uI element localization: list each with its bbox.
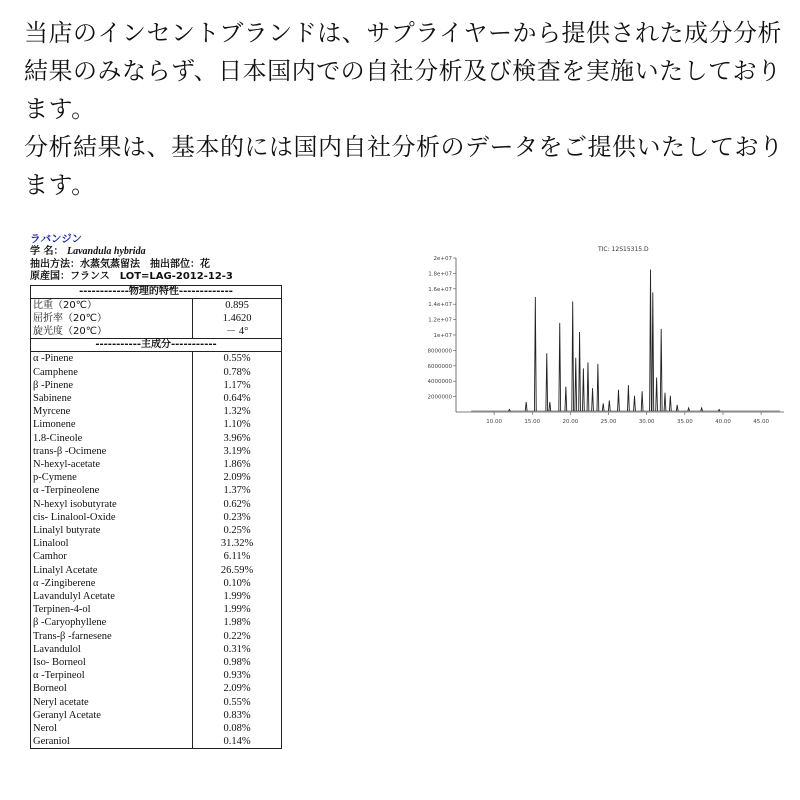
component-name: Linalyl butyrate (33, 524, 101, 536)
scientific-name-line (30, 246, 282, 259)
component-name: α -Terpineolene (33, 485, 100, 497)
component-name: N-hexyl isobutyrate (33, 498, 117, 510)
physical-row (31, 312, 281, 325)
y-tick-label: 1.2e+07 (428, 317, 452, 324)
y-tick-label: 1.8e+07 (428, 271, 452, 278)
component-value: 0.22% (193, 630, 282, 643)
component-value: 0.98% (193, 656, 282, 669)
component-name: Lavandulol (33, 643, 81, 655)
component-row (31, 392, 281, 405)
chromatogram-peak (549, 402, 551, 411)
component-value: 1.99% (193, 590, 282, 603)
chromatogram-peak (627, 385, 629, 411)
chromatogram-peak (525, 402, 527, 411)
component-row (31, 550, 281, 563)
component-name: Camhor (33, 551, 67, 563)
component-name: Geranyl Acetate (33, 709, 101, 721)
component-row (31, 418, 281, 431)
component-value: 6.11% (193, 550, 282, 563)
x-tick-label: 45.00 (753, 419, 769, 425)
chromatogram-peak (602, 403, 604, 411)
component-value: 0.08% (193, 722, 282, 735)
chromatogram-peak (701, 408, 703, 411)
component-row (31, 709, 281, 722)
component-value: 1.37% (193, 484, 282, 497)
component-value: 0.93% (193, 669, 282, 682)
component-name: Camphene (33, 366, 78, 378)
chromatogram-peak (608, 400, 610, 411)
component-name: Iso- Borneol (33, 656, 86, 668)
physical-value: 1.4620 (193, 312, 282, 325)
y-tick-label: 8000000 (427, 348, 452, 355)
physical-row (31, 325, 281, 338)
component-value: 0.55% (193, 696, 282, 709)
component-row (31, 445, 281, 458)
component-value: 0.83% (193, 709, 282, 722)
component-row (31, 471, 281, 484)
component-row (31, 498, 281, 511)
component-value: 0.10% (193, 577, 282, 590)
physical-name: 比重（20℃） (33, 299, 97, 311)
analysis-table (30, 285, 282, 750)
component-value: 0.55% (193, 352, 282, 365)
component-value: 1.10% (193, 418, 282, 431)
component-name: Trans-β -farnesene (33, 630, 112, 642)
component-value: 0.31% (193, 643, 282, 656)
y-tick-label: 1.4e+07 (428, 302, 452, 309)
component-name: Linalyl Acetate (33, 564, 98, 576)
chromatogram-peak (546, 353, 548, 411)
component-name: trans-β -Ocimene (33, 445, 107, 457)
component-row (31, 564, 281, 577)
component-value: 1.32% (193, 405, 282, 418)
component-row (31, 352, 281, 365)
chromatogram-peak (664, 393, 666, 411)
component-row (31, 484, 281, 497)
component-row (31, 366, 281, 379)
component-row (31, 432, 281, 445)
chromatogram-peak (534, 297, 536, 411)
component-value: 0.64% (193, 392, 282, 405)
intro-text (24, 14, 784, 204)
chromatogram-peak (565, 387, 567, 411)
component-value: 1.98% (193, 616, 282, 629)
component-row (31, 643, 281, 656)
y-tick-label: 2e+07 (433, 256, 452, 262)
component-row (31, 682, 281, 695)
chromatogram (408, 244, 788, 440)
chromatogram-peak (592, 388, 594, 411)
component-row (31, 511, 281, 524)
component-name: β -Pinene (33, 379, 74, 391)
component-value: 0.62% (193, 498, 282, 511)
component-value: 1.86% (193, 458, 282, 471)
scientific-name: Lavandula hybrida (66, 246, 146, 258)
component-name: α -Zingiberene (33, 577, 96, 589)
y-tick-label: 1.6e+07 (428, 286, 452, 293)
y-tick-label: 4000000 (427, 379, 452, 386)
component-row (31, 616, 281, 629)
component-name: cis- Linalool-Oxide (33, 511, 116, 523)
component-value: 0.25% (193, 524, 282, 537)
intro-paragraph-2: 分析結果は、基本的には国内自社分析のデータをご提供いたしております。 (24, 133, 784, 199)
physical-header: ------------物理的特性------------- (31, 286, 281, 299)
physical-name: 旋光度（20℃） (33, 326, 107, 338)
chromatogram-peak (572, 302, 574, 411)
component-value: 1.17% (193, 379, 282, 392)
chromatogram-peak (650, 270, 652, 411)
x-tick-label: 40.00 (715, 419, 731, 425)
component-name: Sabinene (33, 392, 72, 404)
component-row (31, 524, 281, 537)
component-row (31, 577, 281, 590)
component-name: Terpinen-4-ol (33, 604, 91, 616)
component-name: α -Terpineol (33, 670, 85, 682)
component-name: Lavandulyl Acetate (33, 590, 115, 602)
y-tick-label: 1e+07 (433, 333, 452, 339)
origin-line: 原産国：フランス LOT=LAG-2012-12-3 (30, 271, 233, 283)
chromatogram-peak (575, 358, 577, 411)
chromatogram-peak (656, 378, 658, 411)
x-tick-label: 30.00 (638, 419, 655, 425)
oil-name: ラバンジン (30, 233, 82, 245)
components-header: -----------主成分----------- (31, 338, 281, 352)
component-name: N-hexyl-acetate (33, 458, 101, 470)
physical-row (31, 299, 281, 312)
x-tick-label: 35.00 (676, 419, 693, 425)
component-name: Geraniol (33, 736, 70, 748)
extraction-line: 抽出方法：水蒸気蒸留法 抽出部位：花 (30, 258, 210, 270)
component-name: Neryl acetate (33, 696, 89, 708)
component-row (31, 656, 281, 669)
chromatogram-peak (688, 408, 690, 411)
component-name: Nerol (33, 723, 57, 734)
component-row (31, 696, 281, 709)
chromatogram-peak (559, 323, 561, 411)
component-name: Limonene (33, 419, 76, 431)
chromatogram-peak (634, 396, 636, 411)
component-value: 31.32% (193, 537, 282, 550)
component-value: 3.96% (193, 432, 282, 445)
component-value: 26.59% (193, 564, 282, 577)
chromatogram-label: TIC: 12S15315.D (598, 246, 649, 253)
component-row (31, 735, 281, 748)
y-tick-label: 2000000 (427, 394, 452, 401)
component-value: 0.23% (193, 511, 282, 524)
chromatogram-peak (579, 332, 581, 411)
physical-value: － 4° (193, 325, 282, 338)
component-name: 1.8-Cineole (33, 432, 83, 444)
x-tick-label: 20.00 (562, 419, 579, 425)
physical-table (31, 299, 281, 339)
physical-name: 屈折率（20℃） (33, 312, 107, 324)
component-name: p-Cymene (33, 472, 77, 484)
component-row (31, 405, 281, 418)
scientific-label: 学 名： (30, 246, 64, 258)
component-row (31, 379, 281, 392)
component-name: Borneol (33, 683, 67, 695)
chromatogram-peak (676, 405, 678, 411)
y-tick-label: 6000000 (427, 363, 452, 370)
components-table (31, 352, 281, 748)
chromatogram-peak (582, 368, 584, 411)
component-row (31, 603, 281, 616)
component-value: 2.09% (193, 471, 282, 484)
component-row (31, 590, 281, 603)
x-tick-label: 10.00 (486, 419, 503, 425)
chromatogram-peak (597, 364, 599, 411)
component-name: Myrcene (33, 406, 71, 418)
component-value: 3.19% (193, 445, 282, 458)
x-tick-label: 15.00 (524, 419, 541, 425)
component-row (31, 630, 281, 643)
component-row (31, 537, 281, 550)
component-row (31, 669, 281, 682)
x-tick-label: 25.00 (600, 419, 617, 425)
chromatogram-peak (669, 396, 671, 411)
chromatogram-peak (587, 362, 589, 411)
component-value: 0.14% (193, 735, 282, 748)
component-name: β -Caryophyllene (33, 617, 107, 629)
component-name: Linalool (33, 538, 69, 550)
component-value: 1.99% (193, 603, 282, 616)
chromatogram-peak (641, 391, 643, 411)
chromatogram-peak (618, 390, 620, 411)
component-value: 0.78% (193, 366, 282, 379)
physical-value: 0.895 (193, 299, 282, 312)
component-name: α -Pinene (33, 353, 74, 365)
intro-paragraph-1: 当店のインセントブランドは、サプライヤーから提供された成分分析結果のみならず、日本国内での自社分析及び検査を実施いたしております。 (24, 19, 783, 123)
chromatogram-peak (660, 329, 662, 411)
component-row (31, 458, 281, 471)
component-value: 2.09% (193, 682, 282, 695)
component-row (31, 722, 281, 735)
analysis-sheet (30, 233, 282, 749)
chromatogram-peak (652, 292, 654, 411)
